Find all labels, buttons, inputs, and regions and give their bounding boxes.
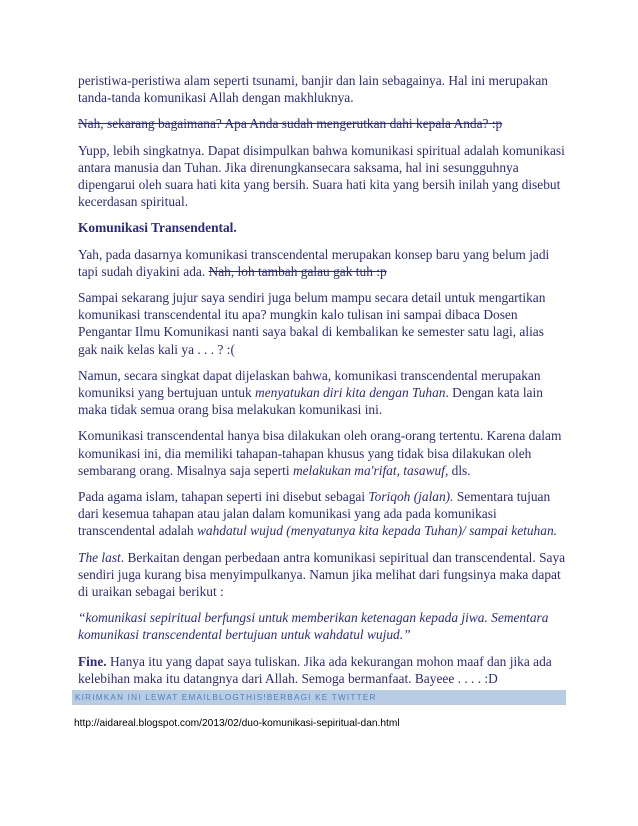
- quote: “komunikasi sepiritual berfungsi untuk memberikan ketenagan kepada jiwa. Sementara komunikasi transcendental bertujuan untuk wahdatul wujud.”: [78, 610, 549, 643]
- share-bar: [72, 690, 566, 705]
- paragraph-4-strikethrough: Nah, loh tambah galau gak tuh :p: [208, 263, 387, 279]
- paragraph-10-text: Hanya itu yang dapat saya tuliskan. Jika ada kekurangan mohon maaf dan jika ada kelebihan maka itu datangnya dari Allah. Semoga bermanfaat. Bayeee . . . . :D: [78, 653, 552, 686]
- section-heading: Komunikasi Transendental.: [78, 220, 237, 236]
- paragraph-4-text: Yah, pada dasarnya komunikasi transcendental merupakan konsep baru yang belum jadi tapi sudah diyakini ada.: [78, 246, 550, 279]
- paragraph-2-strikethrough: Nah, sekarang bagaimana? Apa Anda sudah mengerutkan dahi kepala Anda? :p: [78, 116, 503, 132]
- paragraph-6: [78, 367, 566, 419]
- paragraph-10-bold: Fine.: [78, 653, 107, 669]
- paragraph-8: [78, 488, 566, 540]
- paragraph-9: [78, 549, 566, 601]
- paragraph-8-italic-1: Toriqoh (jalan).: [368, 489, 454, 505]
- article-body: [78, 72, 566, 696]
- paragraph-9-text: . Berkaitan dengan perbedaan antra komunikasi sepiritual dan transcendental. Saya sendiri juga kurang bisa menyimpulkanya. Namun jika melihat dari fungsinya maka dapat di uraikan sebagai berikut :: [78, 549, 566, 600]
- paragraph-8-middle: Sementara tujuan dari kesemua tahapan atau jalan dalam komunikasi yang ada pada komunikasi transcendental adalah: [78, 489, 551, 539]
- paragraph-7: [78, 427, 566, 479]
- paragraph-6-italic: menyatukan diri kita dengan Tuhan: [255, 385, 446, 401]
- share-links[interactable]: KIRIMKAN INI LEWAT EMAILBLOGTHIS!BERBAGI KE TWITTER: [75, 693, 377, 702]
- paragraph-4: [78, 246, 566, 280]
- paragraph-3: Yupp, lebih singkatnya. Dapat disimpulkan bahwa komunikasi spiritual adalah komunikasi antara manusia dan Tuhan. Jika direnungkansecara saksama, hal ini sesungguhnya dipengarui oleh suara hati kita yang bersih. Suara hati kita yang bersih inilah yang disebut kecerdasan spiritual.: [78, 142, 565, 210]
- paragraph-9-italic: The last: [78, 549, 121, 565]
- paragraph-8-text: Pada agama islam, tahapan seperti ini disebut sebagai: [78, 489, 369, 505]
- paragraph-1: peristiwa-peristiwa alam seperti tsunami, banjir dan lain sebagainya. Hal ini merupakan tanda-tanda komunikasi Allah dengan makhluknya.: [78, 73, 549, 106]
- paragraph-10: [78, 653, 566, 687]
- paragraph-7-italic: melakukan ma'rifat, tasawuf,: [292, 462, 449, 478]
- paragraph-7-end: dls.: [448, 462, 471, 478]
- paragraph-6-text: Namun, secara singkat dapat dijelaskan bahwa, komunikasi transcendental merupakan komuniksi yang bertujuan untuk: [78, 367, 541, 401]
- paragraph-8-italic-2: wahdatul wujud (menyatunya kita kepada Tuhan)/ sampai ketuhan.: [196, 523, 557, 539]
- paragraph-7-text: Komunikasi transcendental hanya bisa dilakukan oleh orang-orang tertentu. Karena dalam komunikasi ini, dia memiliki tahapan-tahapan khusus yang tidak bisa dilakukan oleh sembarang orang. Misalnya saja seperti: [78, 428, 562, 478]
- source-url[interactable]: http://aidareal.blogspot.com/2013/02/duo-komunikasi-sepiritual-dan.html: [74, 718, 400, 729]
- paragraph-5: Sampai sekarang jujur saya sendiri juga belum mampu secara detail untuk mengartikan komunikasi transcendental itu apa? mungkin kalo tulisan ini sampai dibaca Dosen Pengantar Ilmu Komunikasi nanti saya bakal di kembalikan ke semester satu lagi, alias gak naik kelas kali ya . . . ? :(: [78, 290, 546, 357]
- paragraph-6-end: . Dengan kata lain maka tidak semua orang bisa melakukan komunikasi ini.: [78, 385, 543, 418]
